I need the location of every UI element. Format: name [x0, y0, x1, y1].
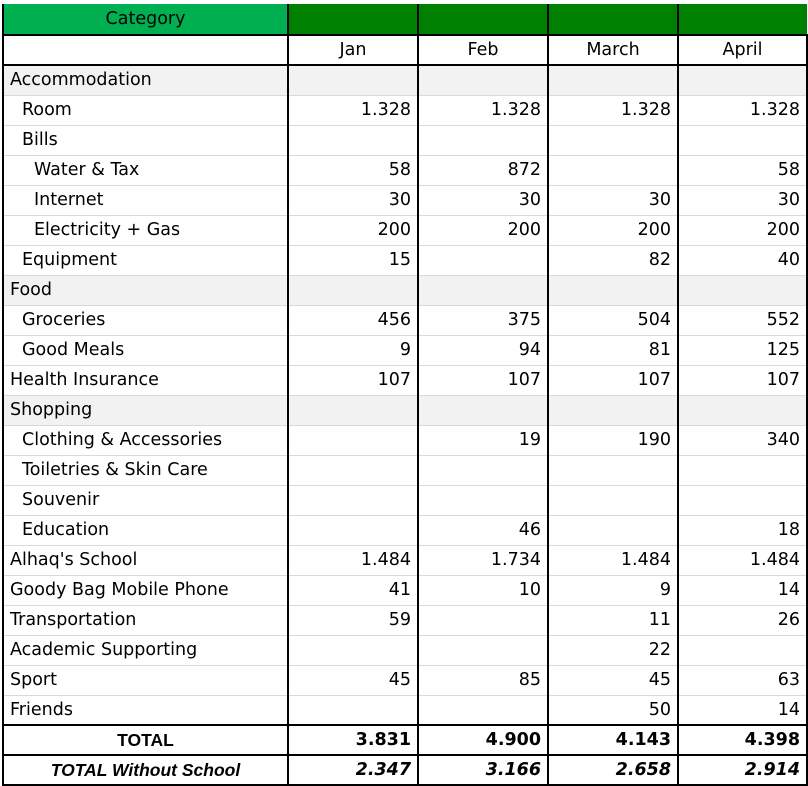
value-cell[interactable]: 200 — [678, 215, 807, 245]
total-without-school-row-value[interactable]: 2.658 — [548, 755, 678, 785]
table-row — [3, 125, 807, 155]
value-cell[interactable]: 14 — [678, 575, 807, 605]
header-green-cell[interactable] — [548, 4, 678, 35]
value-cell[interactable] — [678, 125, 807, 155]
value-cell[interactable]: 41 — [288, 575, 418, 605]
value-cell[interactable]: 190 — [548, 425, 678, 455]
value-cell[interactable]: 1.734 — [418, 545, 548, 575]
value-cell[interactable]: 58 — [678, 155, 807, 185]
table-row — [3, 305, 807, 335]
value-cell[interactable] — [418, 65, 548, 95]
value-cell[interactable]: 30 — [418, 185, 548, 215]
table-row — [3, 95, 807, 125]
row-label-cell[interactable]: Internet — [3, 185, 288, 215]
value-cell[interactable] — [678, 395, 807, 425]
value-cell[interactable]: 81 — [548, 335, 678, 365]
total-row-label[interactable]: TOTAL — [3, 725, 288, 755]
table-row — [3, 545, 807, 575]
budget-table-body — [3, 4, 807, 785]
total-row-value[interactable]: 4.900 — [418, 725, 548, 755]
value-cell[interactable]: 18 — [678, 515, 807, 545]
value-cell[interactable] — [548, 485, 678, 515]
table-row — [3, 365, 807, 395]
value-cell[interactable]: 58 — [288, 155, 418, 185]
total-without-school-row-value[interactable]: 2.914 — [678, 755, 807, 785]
value-cell[interactable]: 1.484 — [678, 545, 807, 575]
value-cell[interactable]: 456 — [288, 305, 418, 335]
value-cell[interactable]: 45 — [548, 665, 678, 695]
total-row — [3, 725, 807, 755]
value-cell[interactable] — [288, 695, 418, 725]
row-label-cell[interactable]: Academic Supporting — [3, 635, 288, 665]
month-header-jan[interactable]: Jan — [288, 35, 418, 65]
row-label-cell[interactable]: Education — [3, 515, 288, 545]
table-row — [3, 635, 807, 665]
table-row — [3, 485, 807, 515]
table-row — [3, 245, 807, 275]
row-label-cell[interactable]: Groceries — [3, 305, 288, 335]
value-cell[interactable]: 11 — [548, 605, 678, 635]
row-label-cell[interactable]: Clothing & Accessories — [3, 425, 288, 455]
table-row — [3, 455, 807, 485]
value-cell[interactable]: 15 — [288, 245, 418, 275]
table-row — [3, 425, 807, 455]
value-cell[interactable]: 1.328 — [288, 95, 418, 125]
table-row — [3, 275, 807, 305]
value-cell[interactable]: 1.328 — [548, 95, 678, 125]
value-cell[interactable] — [418, 485, 548, 515]
value-cell[interactable]: 10 — [418, 575, 548, 605]
value-cell[interactable] — [418, 275, 548, 305]
value-cell[interactable]: 82 — [548, 245, 678, 275]
value-cell[interactable]: 125 — [678, 335, 807, 365]
value-cell[interactable] — [548, 395, 678, 425]
header-green-cell[interactable] — [288, 4, 418, 35]
value-cell[interactable] — [678, 635, 807, 665]
value-cell[interactable] — [548, 275, 678, 305]
value-cell[interactable]: 1.328 — [418, 95, 548, 125]
value-cell[interactable]: 85 — [418, 665, 548, 695]
row-label-cell[interactable]: Health Insurance — [3, 365, 288, 395]
table-row — [3, 695, 807, 725]
header-green-cell[interactable] — [678, 4, 807, 35]
value-cell[interactable] — [418, 605, 548, 635]
total-without-school-row — [3, 755, 807, 785]
value-cell[interactable] — [418, 455, 548, 485]
table-row — [3, 605, 807, 635]
value-cell[interactable]: 59 — [288, 605, 418, 635]
table-row — [3, 665, 807, 695]
value-cell[interactable] — [678, 65, 807, 95]
row-label-cell[interactable]: Sport — [3, 665, 288, 695]
value-cell[interactable]: 872 — [418, 155, 548, 185]
value-cell[interactable] — [418, 395, 548, 425]
value-cell[interactable] — [418, 125, 548, 155]
table-row — [3, 155, 807, 185]
row-label-cell[interactable]: Food — [3, 275, 288, 305]
row-label-cell[interactable]: Water & Tax — [3, 155, 288, 185]
row-label-cell[interactable]: Electricity + Gas — [3, 215, 288, 245]
table-row — [3, 65, 807, 95]
value-cell[interactable] — [548, 455, 678, 485]
header-row-category — [3, 4, 807, 35]
value-cell[interactable] — [288, 485, 418, 515]
row-label-cell[interactable]: Transportation — [3, 605, 288, 635]
row-label-cell[interactable]: Alhaq's School — [3, 545, 288, 575]
total-without-school-row-value[interactable]: 2.347 — [288, 755, 418, 785]
value-cell[interactable] — [288, 395, 418, 425]
header-row-months — [3, 35, 807, 65]
value-cell[interactable]: 1.484 — [548, 545, 678, 575]
value-cell[interactable]: 9 — [548, 575, 678, 605]
value-cell[interactable] — [678, 485, 807, 515]
value-cell[interactable]: 375 — [418, 305, 548, 335]
value-cell[interactable]: 45 — [288, 665, 418, 695]
value-cell[interactable] — [288, 65, 418, 95]
value-cell[interactable]: 26 — [678, 605, 807, 635]
category-header-cell[interactable]: Category — [3, 4, 288, 35]
value-cell[interactable]: 107 — [418, 365, 548, 395]
value-cell[interactable]: 63 — [678, 665, 807, 695]
value-cell[interactable]: 94 — [418, 335, 548, 365]
total-row-value[interactable]: 4.398 — [678, 725, 807, 755]
row-label-cell[interactable]: Accommodation — [3, 65, 288, 95]
value-cell[interactable]: 50 — [548, 695, 678, 725]
table-row — [3, 575, 807, 605]
value-cell[interactable]: 22 — [548, 635, 678, 665]
row-label-cell[interactable]: Equipment — [3, 245, 288, 275]
total-row-value[interactable]: 4.143 — [548, 725, 678, 755]
table-row — [3, 395, 807, 425]
value-cell[interactable] — [418, 245, 548, 275]
value-cell[interactable]: 30 — [288, 185, 418, 215]
value-cell[interactable]: 30 — [548, 185, 678, 215]
table-row — [3, 215, 807, 245]
row-label-cell[interactable]: Souvenir — [3, 485, 288, 515]
value-cell[interactable]: 46 — [418, 515, 548, 545]
value-cell[interactable]: 200 — [288, 215, 418, 245]
value-cell[interactable]: 30 — [678, 185, 807, 215]
budget-table — [2, 4, 808, 786]
total-without-school-row-label[interactable]: TOTAL Without School — [3, 755, 288, 785]
value-cell[interactable]: 14 — [678, 695, 807, 725]
value-cell[interactable] — [678, 275, 807, 305]
row-label-cell[interactable]: Friends — [3, 695, 288, 725]
value-cell[interactable] — [418, 695, 548, 725]
value-cell[interactable] — [548, 155, 678, 185]
value-cell[interactable]: 1.328 — [678, 95, 807, 125]
value-cell[interactable] — [288, 455, 418, 485]
total-row-value[interactable]: 3.831 — [288, 725, 418, 755]
value-cell[interactable]: 19 — [418, 425, 548, 455]
value-cell[interactable]: 9 — [288, 335, 418, 365]
row-label-cell[interactable]: Good Meals — [3, 335, 288, 365]
row-label-cell[interactable]: Toiletries & Skin Care — [3, 455, 288, 485]
value-cell[interactable]: 107 — [548, 365, 678, 395]
total-without-school-row-value[interactable]: 3.166 — [418, 755, 548, 785]
value-cell[interactable] — [288, 425, 418, 455]
value-cell[interactable] — [678, 455, 807, 485]
table-row — [3, 185, 807, 215]
month-header-march[interactable]: March — [548, 35, 678, 65]
month-header-april[interactable]: April — [678, 35, 807, 65]
row-label-cell[interactable]: Goody Bag Mobile Phone — [3, 575, 288, 605]
value-cell[interactable]: 340 — [678, 425, 807, 455]
value-cell[interactable]: 200 — [548, 215, 678, 245]
value-cell[interactable]: 40 — [678, 245, 807, 275]
value-cell[interactable]: 504 — [548, 305, 678, 335]
value-cell[interactable]: 107 — [288, 365, 418, 395]
value-cell[interactable] — [548, 125, 678, 155]
value-cell[interactable] — [288, 125, 418, 155]
row-label-cell[interactable]: Room — [3, 95, 288, 125]
value-cell[interactable] — [288, 635, 418, 665]
value-cell[interactable]: 200 — [418, 215, 548, 245]
value-cell[interactable] — [548, 65, 678, 95]
value-cell[interactable]: 1.484 — [288, 545, 418, 575]
month-header-feb[interactable]: Feb — [418, 35, 548, 65]
value-cell[interactable] — [418, 635, 548, 665]
value-cell[interactable]: 552 — [678, 305, 807, 335]
value-cell[interactable] — [548, 515, 678, 545]
header-green-cell[interactable] — [418, 4, 548, 35]
table-row — [3, 515, 807, 545]
value-cell[interactable] — [288, 275, 418, 305]
row-label-cell[interactable]: Shopping — [3, 395, 288, 425]
value-cell[interactable] — [288, 515, 418, 545]
row-label-cell[interactable]: Bills — [3, 125, 288, 155]
month-header-blank[interactable] — [3, 35, 288, 65]
value-cell[interactable]: 107 — [678, 365, 807, 395]
table-row — [3, 335, 807, 365]
